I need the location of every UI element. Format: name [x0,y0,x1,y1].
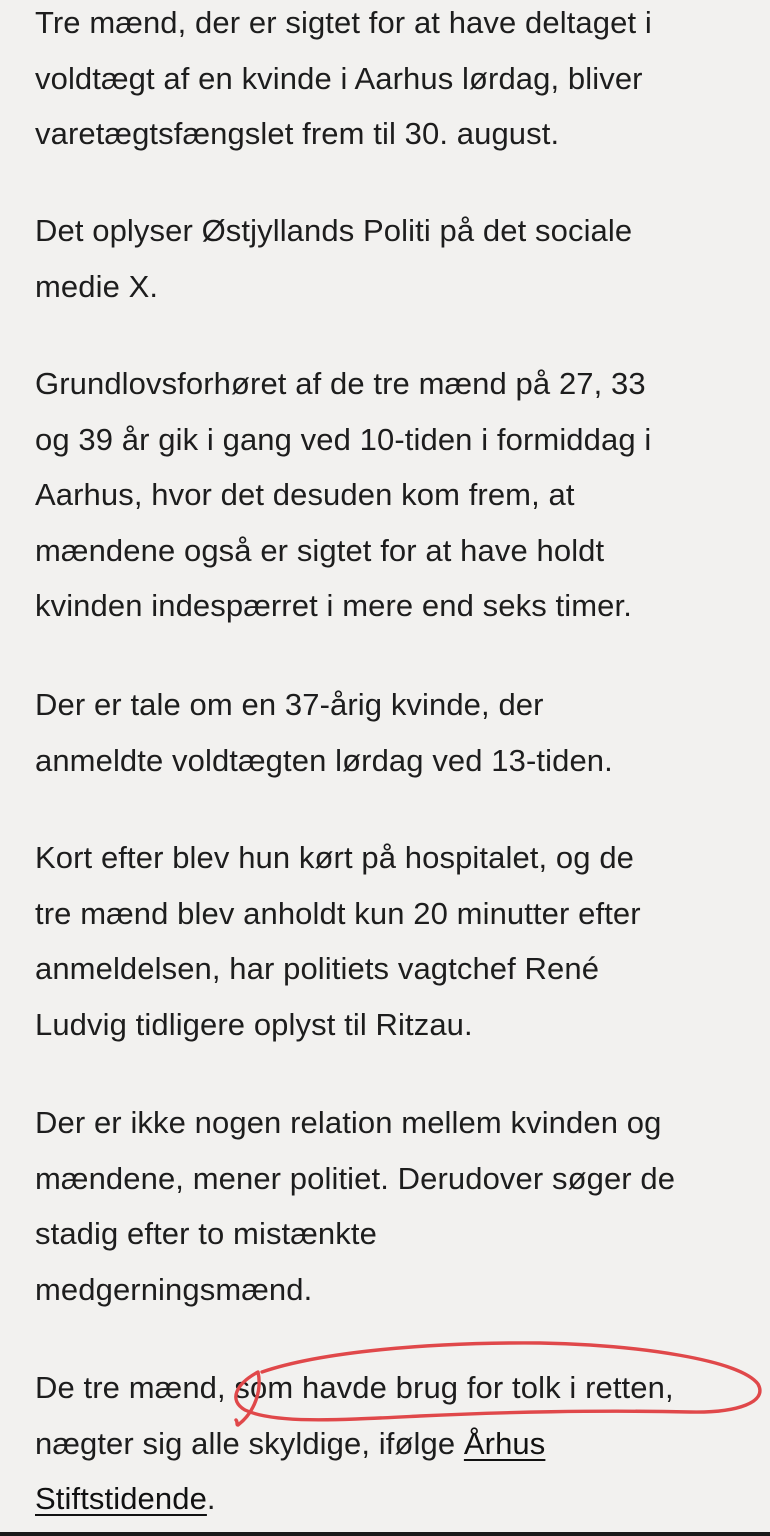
text-line: Ludvig tidligere oplyst til Ritzau. [35,1006,473,1042]
text-line: stadig efter to mistænkte [35,1216,377,1251]
text-line: kvinden indespærret i mere end seks timer. [35,588,632,623]
stiftstidende-link-part1[interactable]: Århus [463,1425,546,1461]
paragraph-3 [35,356,747,634]
text-line: Det oplyser Østjyllands Politi på det sociale [35,213,633,248]
text-line: Tre mænd, der er sigtet for at have deltaget i [35,5,652,40]
text-segment: nægter sig alle skyldige, ifølge [35,1425,464,1461]
stiftstidende-link-part2[interactable]: Stiftstidende [35,1481,207,1516]
text-line: varetægtsfængslet frem til 30. august. [35,116,560,151]
text-line: anmeldelsen, har politiets vagtchef René [35,951,600,986]
paragraph-1 [35,0,747,162]
text-line: mændene også er sigtet for at have holdt [35,532,605,568]
text-line: Der er ikke nogen relation mellem kvinden og [35,1105,662,1140]
text-line: mændene, mener politiet. Derudover søger de [35,1160,676,1196]
text-line: De tre mænd, som havde brug for tolk i retten, [35,1370,674,1405]
text-line: tre mænd blev anholdt kun 20 minutter efter [35,895,641,931]
text-line [35,1471,747,1527]
text-line: medie X. [35,268,159,304]
text-line [35,1416,747,1472]
paragraph-6 [35,1095,747,1317]
text-line: Kort efter blev hun kørt på hospitalet, og de [35,840,635,875]
text-line: Der er tale om en 37-årig kvinde, der [35,687,544,722]
text-line: Grundlovsforhøret af de tre mænd på 27, 33 [35,366,646,401]
text-segment: . [206,1481,216,1516]
paragraph-4 [35,677,747,788]
bottom-edge-bar [0,1532,770,1536]
paragraph-5 [35,830,747,1052]
paragraph-7 [35,1360,747,1527]
text-line: og 39 år gik i gang ved 10-tiden i formiddag i [35,421,652,457]
text-line: anmeldte voldtægten lørdag ved 13-tiden. [35,742,613,778]
text-line: voldtægt af en kvinde i Aarhus lørdag, bliver [35,60,643,96]
paragraph-2 [35,203,747,314]
text-line: medgerningsmænd. [35,1271,313,1307]
text-line: Aarhus, hvor det desuden kom frem, at [35,477,575,512]
